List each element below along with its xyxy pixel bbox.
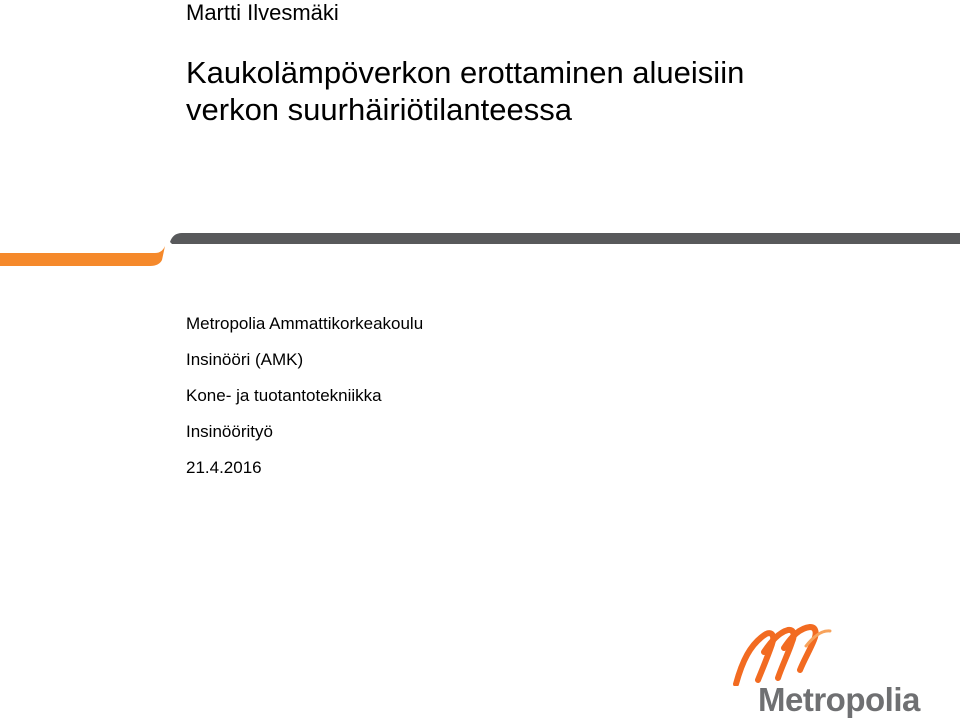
author-name: Martti Ilvesmäki [186,0,339,25]
metropolia-logo-text: Metropolia [758,681,920,718]
thesis-title-line-2: verkon suurhäiriötilanteessa [186,92,572,127]
thesis-title-line-1: Kaukolämpöverkon erottaminen alueisiin [186,55,745,90]
decorative-band-gray [170,233,960,244]
thesis-details [186,314,423,494]
degree-programme: Kone- ja tuotantotekniikka [186,386,382,405]
thesis-type: Insinöörityö [186,422,273,441]
degree: Insinööri (AMK) [186,350,304,369]
thesis-date: 21.4.2016 [186,458,262,477]
institution: Metropolia Ammattikorkeakoulu [186,314,424,333]
decorative-band [0,230,960,268]
thesis-title [186,54,744,128]
decorative-band-orange [0,246,165,266]
metropolia-logo-mark-icon [728,622,838,686]
metropolia-logo [728,622,918,720]
